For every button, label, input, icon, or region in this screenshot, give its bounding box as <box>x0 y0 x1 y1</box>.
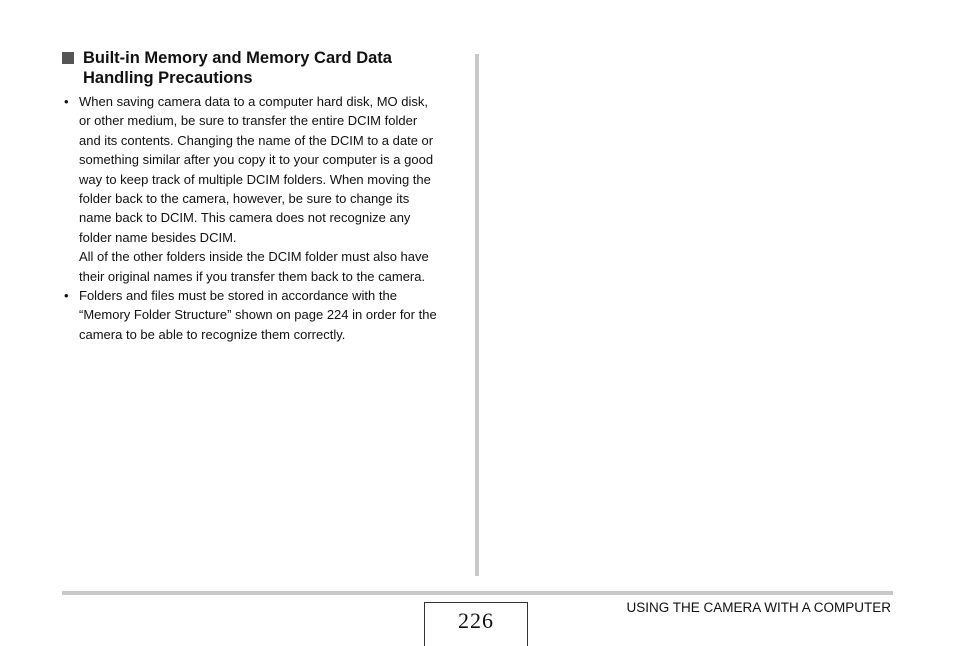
list-item-text: When saving camera data to a computer hard disk, MO disk, or other medium, be sure to transfer the entire DCIM folder and its contents. Changing the name of the DCIM to a date or something similar after you copy it to your computer is a good way to keep track of multiple DCIM folders. When moving the folder back to the camera, however, be sure to change its name back to DCIM. This camera does not recognize any folder name besides DCIM. <box>79 94 434 245</box>
bullet-dot-icon: • <box>64 94 69 109</box>
list-item-continuation: All of the other folders inside the DCIM folder must also have their original names if you transfer them back to the camera. <box>79 249 429 284</box>
column-divider <box>475 54 479 576</box>
list-item-text: Folders and files must be stored in accordance with the “Memory Folder Structure” shown on page 224 in order for the camera to be able to recognize them correctly. <box>79 288 437 342</box>
bullet-dot-icon: • <box>64 288 69 304</box>
left-column <box>62 48 462 344</box>
precautions-list <box>62 92 462 344</box>
square-bullet-icon <box>62 52 74 64</box>
page-number: 226 <box>424 602 528 646</box>
list-item <box>62 286 462 344</box>
section-heading-text: Built-in Memory and Memory Card Data Handling Precautions <box>83 49 392 87</box>
footer-rule <box>62 591 893 595</box>
chapter-title: USING THE CAMERA WITH A COMPUTER <box>626 600 891 615</box>
list-item <box>62 92 462 286</box>
section-heading <box>62 48 462 88</box>
